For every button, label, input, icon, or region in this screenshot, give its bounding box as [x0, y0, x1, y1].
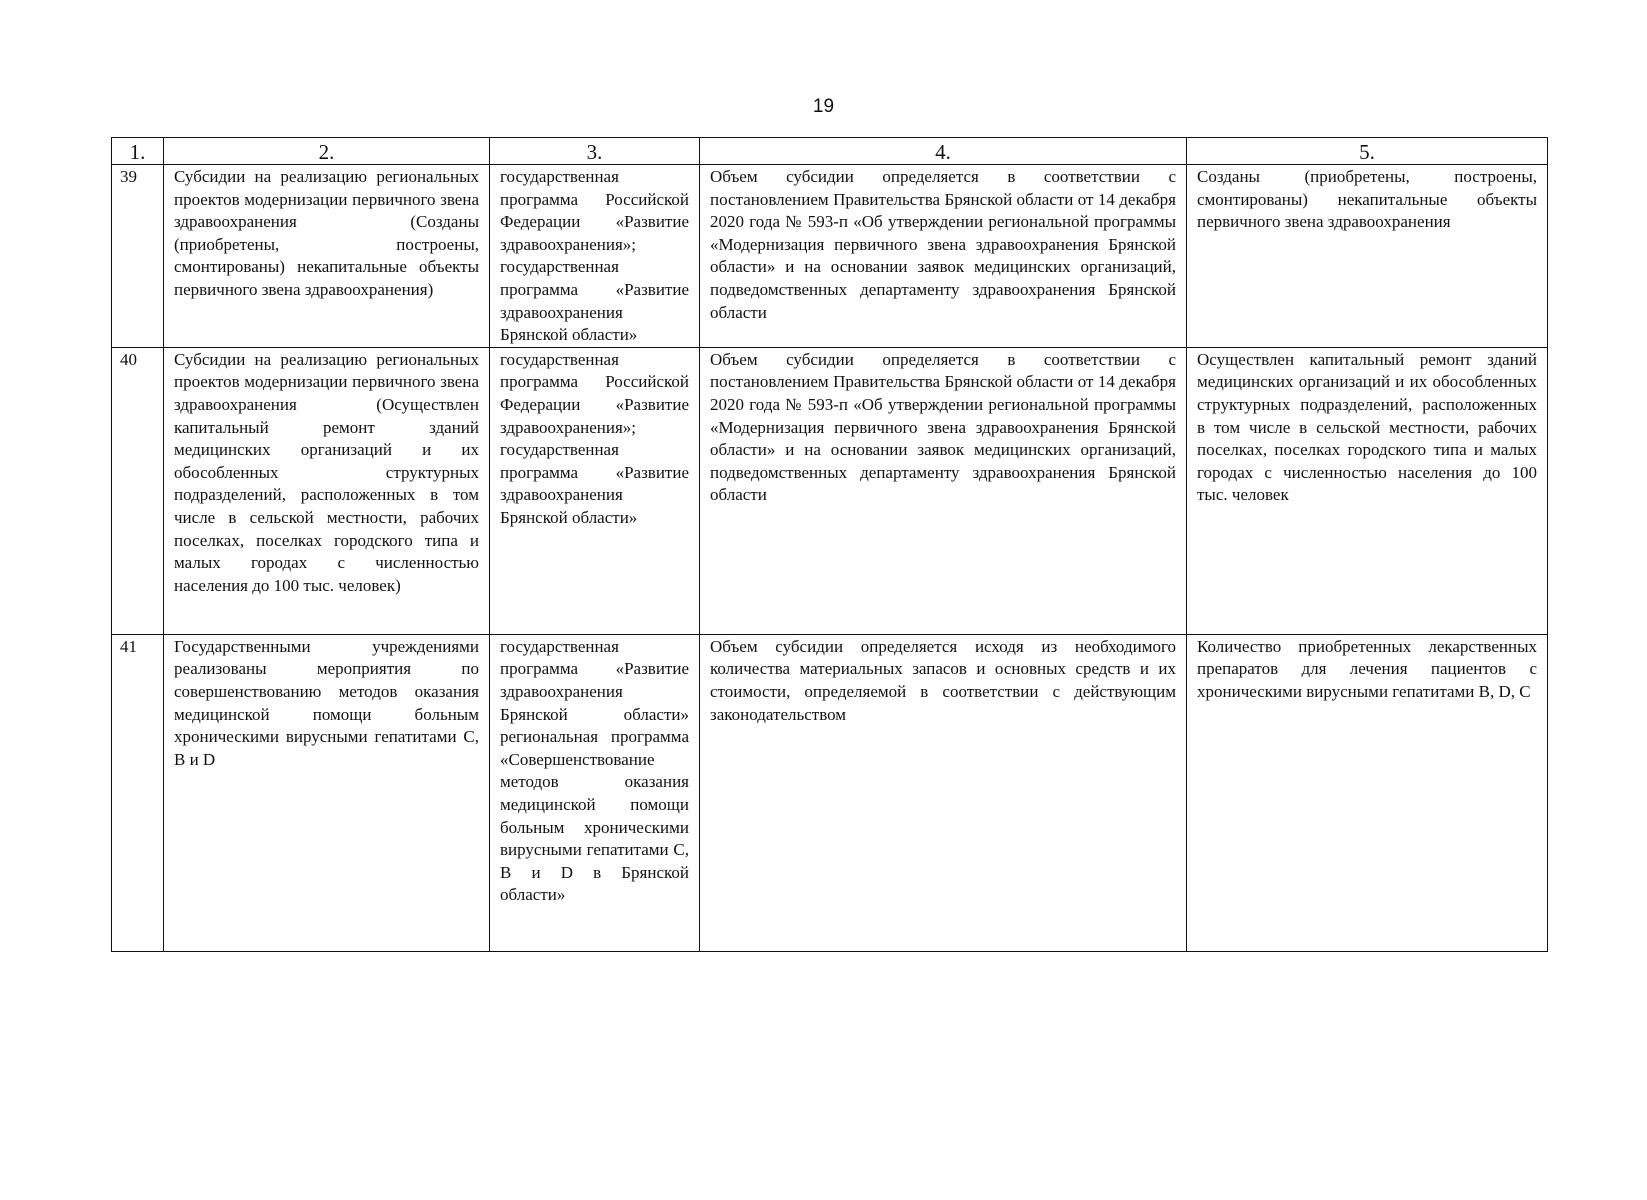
page-number: 19 — [812, 96, 835, 117]
row-number: 40 — [112, 347, 164, 634]
row-number: 39 — [112, 165, 164, 348]
table-row — [112, 347, 1548, 634]
result-indicator: Количество приобретенных лекарственных препаратов для лечения пациентов с хроническими вирусными гепатитами В, D, С — [1187, 634, 1548, 951]
subsidy-table — [111, 137, 1548, 952]
subsidy-name: Субсидии на реализацию региональных проектов модернизации первичного звена здравоохранения (Созданы (приобретены, построены, смонтированы) некапитальные объекты первичного звена здравоохранения) — [164, 165, 490, 348]
result-indicator: Созданы (приобретены, построены, смонтированы) некапитальные объекты первичного звена здравоохранения — [1187, 165, 1548, 348]
subsidy-volume: Объем субсидии определяется исходя из необходимого количества материальных запасов и основных средств и их стоимости, определяемой в соответствии с действующим законодательством — [700, 634, 1187, 951]
header-col-4: 4. — [700, 138, 1187, 165]
header-col-3: 3. — [490, 138, 700, 165]
program-name: государственная программа Российской Федерации «Развитие здравоохранения»; государственная программа «Развитие здравоохранения Брянской области» — [490, 347, 700, 634]
subsidy-volume: Объем субсидии определяется в соответствии с постановлением Правительства Брянской области от 14 декабря 2020 года № 593-п «Об утверждении региональной программы «Модернизация первичного звена здравоохранения Брянской области» и на основании заявок медицинских организаций, подведомственных департаменту здравоохранения Брянской области — [700, 347, 1187, 634]
program-name: государственная программа «Развитие здравоохранения Брянской области» региональная программа «Совершенствование методов оказания медицинской помощи больным хроническими вирусными гепатитами С, В и D в Брянской области» — [490, 634, 700, 951]
table-body — [112, 165, 1548, 952]
subsidy-name: Субсидии на реализацию региональных проектов модернизации первичного звена здравоохранения (Осуществлен капитальный ремонт зданий медицинских организаций и их обособленных структурных подразделений, расположенных в том числе в сельской местности, рабочих поселках, поселках городского типа и малых городах с численностью населения до 100 тыс. человек) — [164, 347, 490, 634]
header-col-2: 2. — [164, 138, 490, 165]
subsidy-volume: Объем субсидии определяется в соответствии с постановлением Правительства Брянской области от 14 декабря 2020 года № 593-п «Об утверждении региональной программы «Модернизация первичного звена здравоохранения Брянской области» и на основании заявок медицинских организаций, подведомственных департаменту здравоохранения Брянской области — [700, 165, 1187, 348]
subsidy-name: Государственными учреждениями реализованы мероприятия по совершенствованию методов оказания медицинской помощи больным хроническими вирусными гепатитами С, В и D — [164, 634, 490, 951]
row-number: 41 — [112, 634, 164, 951]
table-header — [112, 138, 1548, 165]
header-col-5: 5. — [1187, 138, 1548, 165]
header-col-1: 1. — [112, 138, 164, 165]
table-row — [112, 165, 1548, 348]
table-row — [112, 634, 1548, 951]
result-indicator: Осуществлен капитальный ремонт зданий медицинских организаций и их обособленных структурных подразделений, расположенных в том числе в сельской местности, рабочих поселках, поселках городского типа и малых городах с численностью населения до 100 тыс. человек — [1187, 347, 1548, 634]
header-row — [112, 138, 1548, 165]
program-name: государственная программа Российской Федерации «Развитие здравоохранения»; государственная программа «Развитие здравоохранения Брянской области» — [490, 165, 700, 348]
